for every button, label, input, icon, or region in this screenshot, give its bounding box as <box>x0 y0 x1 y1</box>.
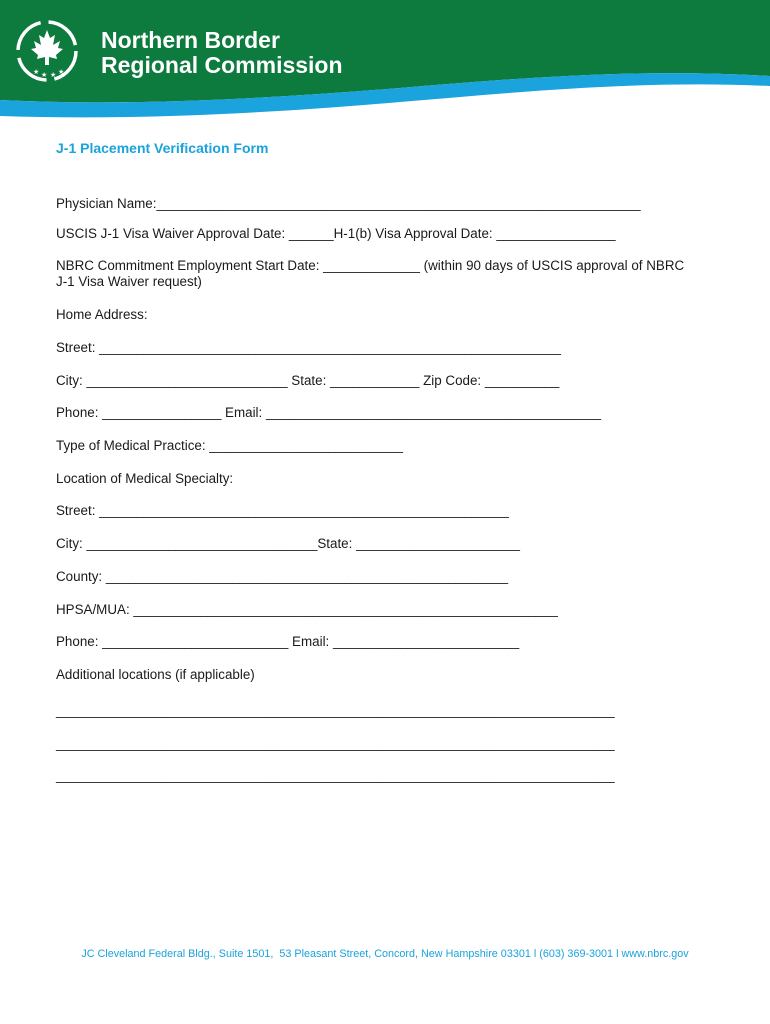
svg-text:★: ★ <box>41 71 48 79</box>
svg-text:★: ★ <box>58 68 65 76</box>
footer-contact-info: JC Cleveland Federal Bldg., Suite 1501, 53 Pleasant Street, Concord, New Hampshire 03301 l (603) 369-3001 l www.nbrc.gov <box>81 948 689 960</box>
org-name-line-1: Northern Border <box>101 27 280 53</box>
home-address-heading: Home Address: <box>56 307 148 322</box>
employment-start-date-field[interactable]: NBRC Commitment Employment Start Date: _____________ (within 90 days of USCIS approval of NBRC <box>56 258 685 273</box>
home-street-field[interactable]: Street: ______________________________________________________________ <box>56 340 561 355</box>
medical-practice-type-field[interactable]: Type of Medical Practice: __________________________ <box>56 438 403 453</box>
county-field[interactable]: County: ______________________________________________________ <box>56 569 509 584</box>
additional-location-line-3[interactable]: ___________________________________________________________________________ <box>56 768 615 783</box>
employment-start-date-note: J-1 Visa Waiver request) <box>56 274 202 289</box>
medical-specialty-location-heading: Location of Medical Specialty: <box>56 471 234 486</box>
specialty-phone-email-field[interactable]: Phone: _________________________ Email: _________________________ <box>56 634 520 649</box>
header-banner <box>0 0 770 125</box>
form-title: J-1 Placement Verification Form <box>56 140 269 156</box>
additional-location-line-2[interactable]: ___________________________________________________________________________ <box>56 736 615 751</box>
hpsa-mua-field[interactable]: HPSA/MUA: _________________________________________________________ <box>56 602 558 617</box>
visa-approval-dates-field[interactable]: USCIS J-1 Visa Waiver Approval Date: ______H-1(b) Visa Approval Date: ________________ <box>56 226 616 241</box>
additional-location-line-1[interactable]: ___________________________________________________________________________ <box>56 703 615 718</box>
svg-text:★: ★ <box>33 68 40 76</box>
additional-locations-heading: Additional locations (if applicable) <box>56 667 255 682</box>
home-city-state-zip-field[interactable]: City: ___________________________ State: ____________ Zip Code: __________ <box>56 373 560 388</box>
physician-name-field[interactable]: Physician Name:_________________________________________________________________ <box>56 196 641 211</box>
specialty-city-state-field[interactable]: City: _______________________________State: ______________________ <box>56 536 520 551</box>
specialty-street-field[interactable]: Street: _______________________________________________________ <box>56 503 509 518</box>
org-name-line-2: Regional Commission <box>101 52 343 78</box>
svg-text:★: ★ <box>50 71 57 79</box>
maple-leaf-stars-icon <box>14 18 80 84</box>
organization-name <box>101 28 343 78</box>
home-phone-email-field[interactable]: Phone: ________________ Email: _____________________________________________ <box>56 405 602 420</box>
